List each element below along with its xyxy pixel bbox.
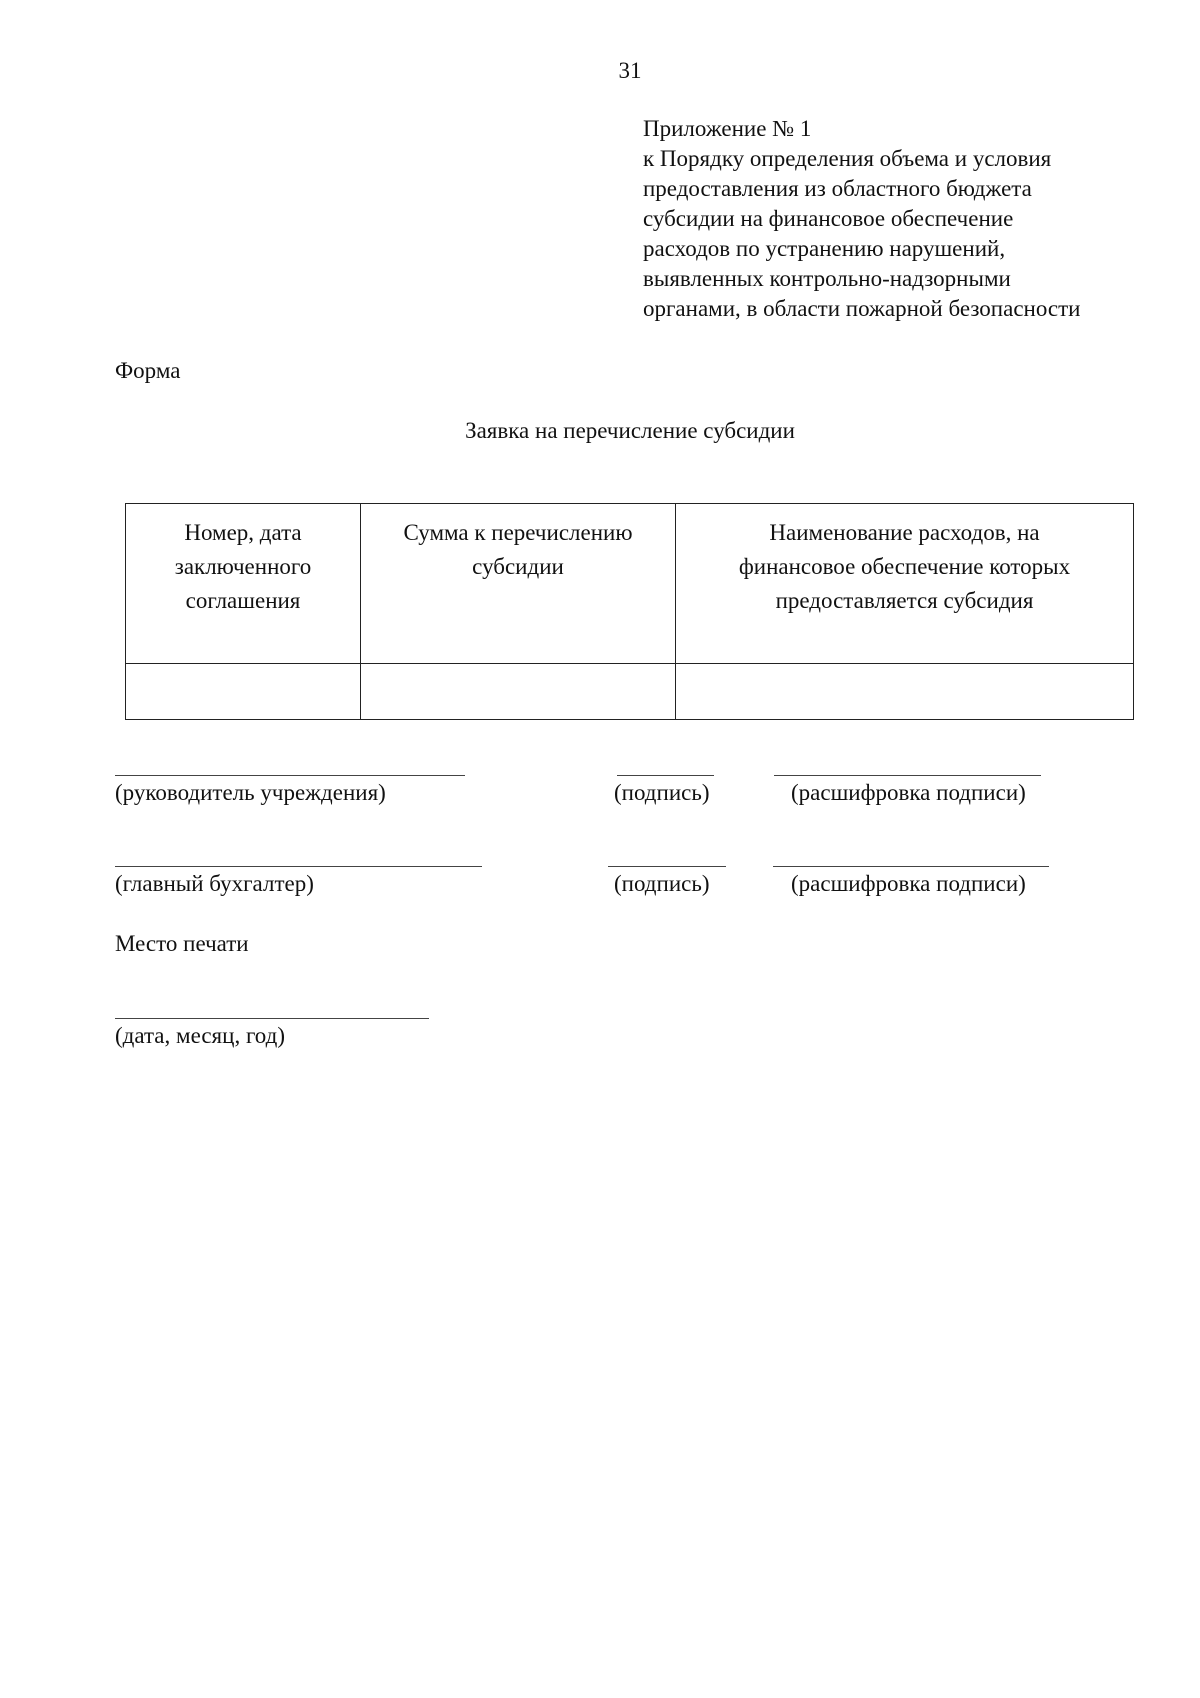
- date-label: (дата, месяц, год): [115, 1023, 286, 1048]
- accountant-decoding-line[interactable]: [773, 866, 1049, 867]
- annex-line: Приложение № 1: [643, 116, 812, 141]
- accountant-signature-line[interactable]: [608, 866, 726, 867]
- header-expense-name: [676, 504, 1134, 664]
- form-label: Форма: [115, 358, 181, 383]
- annex-line: субсидии на финансовое обеспечение: [643, 206, 1014, 231]
- seal-place-label: Место печати: [115, 931, 249, 956]
- table-cell[interactable]: [126, 664, 361, 720]
- document-title: Заявка на перечисление субсидии: [465, 418, 795, 443]
- header-text: Наименование расходов, на: [769, 520, 1040, 545]
- accountant-signature-label: (подпись): [614, 871, 710, 896]
- header-text: предоставляется субсидия: [775, 588, 1034, 613]
- header-text: субсидии: [472, 554, 564, 579]
- annex-block: [643, 114, 1080, 324]
- head-decoding-line[interactable]: [774, 775, 1041, 776]
- accountant-name-line[interactable]: [115, 866, 482, 867]
- annex-line: выявленных контрольно-надзорными: [643, 266, 1011, 291]
- annex-line: к Порядку определения объема и условия: [643, 146, 1052, 171]
- table-header-row: [126, 504, 1134, 664]
- date-line[interactable]: [115, 1018, 429, 1019]
- subsidy-request-table: [125, 503, 1134, 720]
- head-name-line[interactable]: [115, 775, 465, 776]
- accountant-decoding-label: (расшифровка подписи): [791, 871, 1026, 896]
- header-text: Сумма к перечислению: [403, 520, 633, 545]
- header-agreement-number-date: [126, 504, 361, 664]
- header-text: заключенного: [174, 554, 312, 579]
- header-text: соглашения: [185, 588, 301, 613]
- head-signature-line[interactable]: [617, 775, 714, 776]
- head-role-label: (руководитель учреждения): [115, 780, 386, 805]
- header-text: Номер, дата: [184, 520, 302, 545]
- annex-line: предоставления из областного бюджета: [643, 176, 1032, 201]
- table-cell[interactable]: [676, 664, 1134, 720]
- page-number: 31: [618, 58, 642, 83]
- annex-line: расходов по устранению нарушений,: [643, 236, 1006, 261]
- annex-line: органами, в области пожарной безопасности: [643, 296, 1081, 321]
- table-row: [126, 664, 1134, 720]
- header-subsidy-amount: [361, 504, 676, 664]
- table-cell[interactable]: [361, 664, 676, 720]
- head-decoding-label: (расшифровка подписи): [791, 780, 1026, 805]
- header-text: финансовое обеспечение которых: [738, 554, 1071, 579]
- accountant-role-label: (главный бухгалтер): [115, 871, 314, 896]
- head-signature-label: (подпись): [614, 780, 710, 805]
